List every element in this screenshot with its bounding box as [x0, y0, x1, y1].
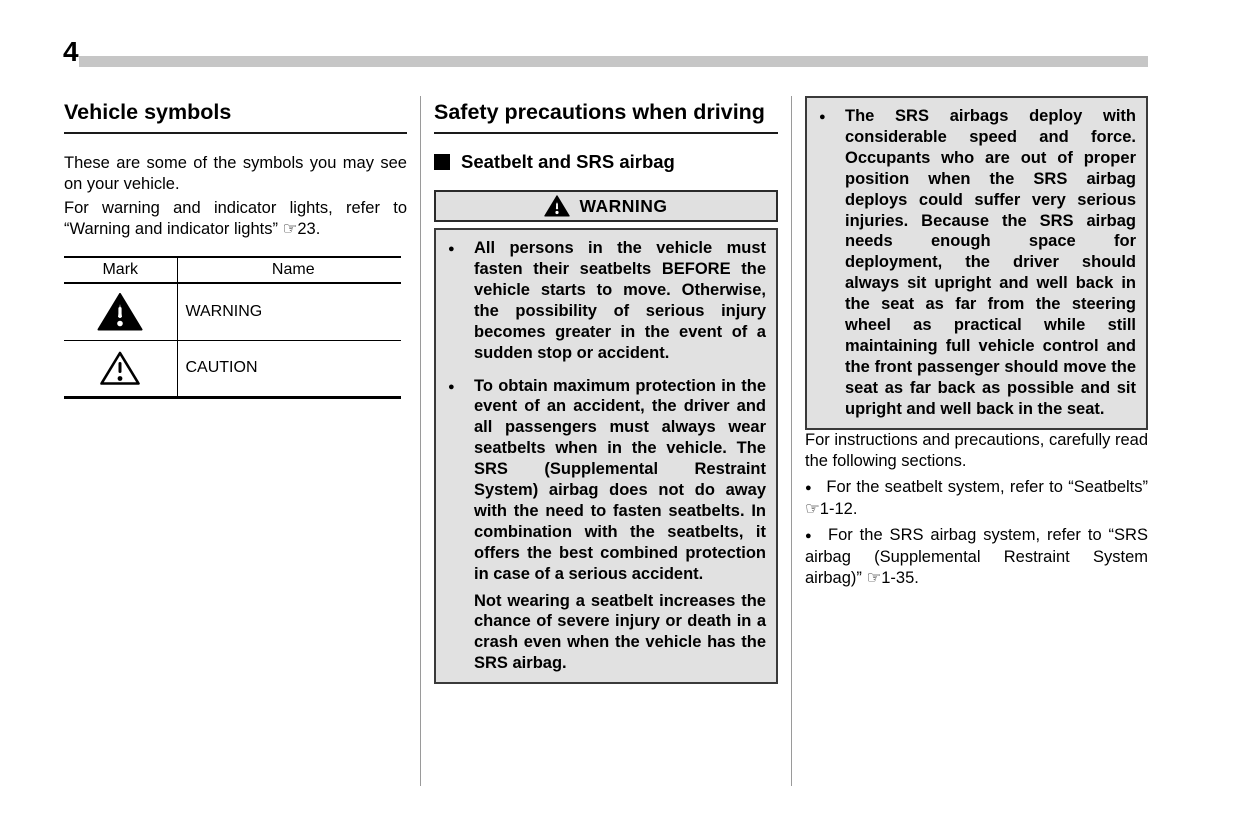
intro-paragraph: These are some of the symbols you may see on your vehicle. — [64, 154, 407, 194]
bullet-icon: ● — [805, 481, 813, 494]
column-divider — [791, 96, 792, 786]
warning-list-item — [448, 238, 766, 363]
warning-header-box — [434, 190, 778, 222]
column-warning-continued — [805, 96, 1148, 589]
reference-text: For the SRS airbag system, refer to “SRS airbag (Supplemental Restraint System airbag)” ☞1-35. — [805, 525, 1148, 587]
caution-triangle-outline-icon — [64, 350, 177, 386]
outro-paragraph: For instructions and precautions, carefully read the following sections. — [805, 430, 1149, 470]
bullet-icon: ● — [448, 243, 455, 256]
table-row — [64, 283, 401, 340]
reference-item — [805, 477, 1148, 520]
column-vehicle-symbols — [64, 96, 407, 399]
warning-content-box — [805, 96, 1148, 430]
warning-triangle-filled-icon — [544, 195, 570, 217]
header-bar — [79, 56, 1148, 67]
page-number: 4 — [63, 36, 79, 67]
warning-text: The SRS airbags deploy with considerable speed and force. Occupants who are out of proper position when the SRS airbag deploys could suffer very serious injuries. Because the SRS airbag needs enough space for deployment, the driver should always sit upright and well back in the seat as far from the steering wheel as practical while still maintaining full vehicle control and the front passenger should move the seat as far back as possible and sit upright and well back in the seat. — [845, 107, 1136, 418]
black-square-icon — [434, 154, 450, 170]
content-columns — [64, 96, 1148, 786]
reference-item — [805, 525, 1148, 589]
bullet-icon: ● — [805, 529, 814, 542]
warning-text: To obtain maximum protection in the event of an accident, the driver and all passengers must always wear seatbelts when in the vehicle. The SRS (Supplemental Restraint System) airbag does not do away with the need to fasten seatbelts. In combination with the seatbelts, it offers the best combined protection in case of a serious accident. — [474, 376, 766, 583]
bullet-icon: ● — [448, 380, 455, 393]
section-title-vehicle-symbols: Vehicle symbols — [64, 100, 407, 134]
table-header-mark: Mark — [64, 257, 177, 283]
subsection-label: Seatbelt and SRS airbag — [461, 151, 675, 173]
symbol-name: CAUTION — [185, 359, 258, 377]
column-divider — [420, 96, 421, 786]
bullet-icon: ● — [819, 111, 826, 123]
warning-list-item — [819, 106, 1136, 420]
table-row — [64, 340, 401, 397]
warning-continuation-text: Not wearing a seatbelt increases the chance of severe injury or death in a crash even when the vehicle has the SRS airbag. — [474, 591, 766, 673]
intro-paragraph-reference: For warning and indicator lights, refer to “Warning and indicator lights” ☞23. — [64, 199, 407, 239]
warning-text: All persons in the vehicle must fasten their seatbelts BEFORE the vehicle starts to move. Otherwise, the possibility of serious injury becomes greater in the event of a sudden stop or accident. — [474, 239, 766, 362]
warning-triangle-filled-icon — [64, 293, 177, 331]
symbol-name: WARNING — [177, 283, 401, 340]
warning-list-item — [448, 376, 766, 675]
table-header-name: Name — [177, 257, 401, 283]
section-title-safety-precautions: Safety precautions when driving — [434, 100, 778, 134]
warning-content-box — [434, 228, 778, 684]
subsection-seatbelt-srs — [434, 151, 778, 173]
column-safety-precautions — [434, 96, 778, 684]
table-header-row — [64, 257, 401, 283]
reference-text: For the seatbelt system, refer to “Seatbelts” ☞1-12. — [805, 477, 1148, 518]
symbols-table — [64, 256, 401, 399]
warning-header-label: WARNING — [579, 195, 668, 216]
